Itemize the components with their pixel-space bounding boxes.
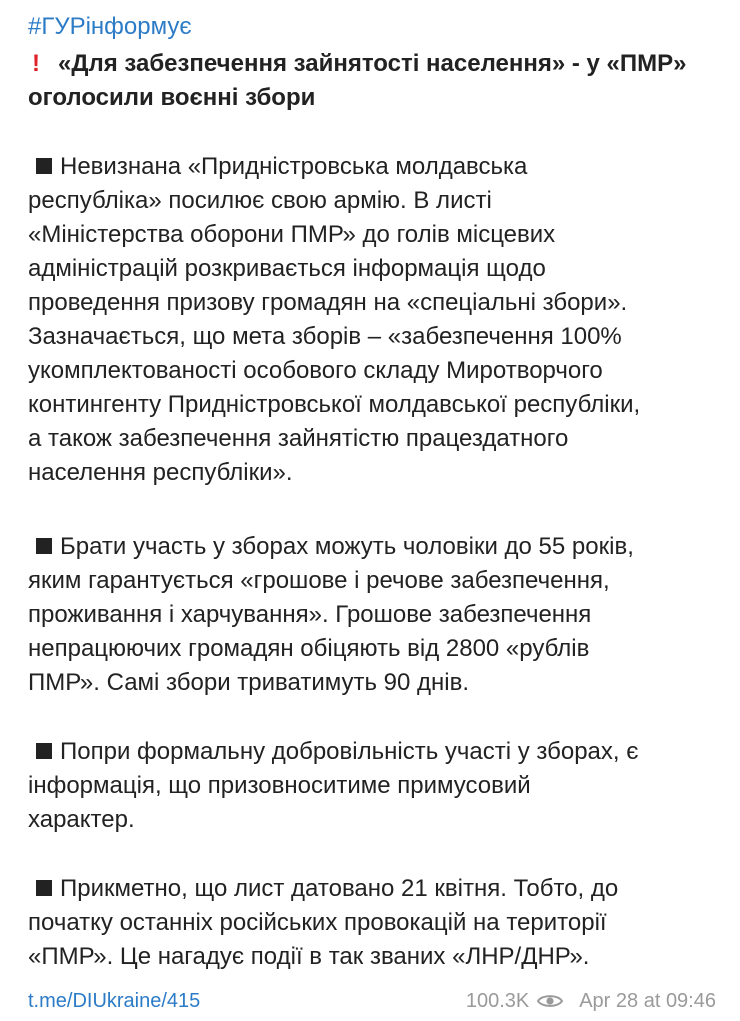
paragraph-line: населення республіки». [28,459,293,486]
eye-icon [537,993,563,1009]
paragraph-line: «Міністерства оборони ПМР» до голів місцевих [28,221,556,248]
paragraph-line: Прикметно, що лист датовано 21 квітня. Тобто, до [60,875,619,902]
paragraph-line: яким гарантується «грошове і речове забезпечення, [28,567,610,594]
paragraph-line: контингенту Придністровської молдавської республіки, [28,391,641,418]
message-meta [466,985,716,1017]
paragraph-line: «ПМР». Це нагадує події в так званих «ЛНР/ДНР». [28,943,590,970]
paragraph-line: республіка» посилює свою армію. В листі [28,187,492,214]
paragraph-line: інформація, що призовноситиме примусовий [28,772,531,799]
black-square-icon [36,743,52,759]
hashtag-link[interactable]: #ГУРінформує [28,13,192,40]
paragraph-line: проведення призову громадян на «спеціальні збори». [28,289,628,316]
paragraph-line: ПМР». Самі збори триватимуть 90 днів. [28,669,470,696]
paragraph-line: Зазначається, що мета зборів – «забезпечення 100% [28,323,622,350]
paragraph-line: укомплектованості особового складу Миротворчого [28,357,603,384]
paragraph-4 [28,872,728,974]
paragraph-2 [28,530,728,700]
paragraph-line: Брати участь у зборах можуть чоловіки до 55 років, [60,533,634,560]
paragraph-line: проживання і харчування». Грошове забезпечення [28,601,592,628]
paragraph-line: адміністрацій розкривається інформація щодо [28,255,546,282]
view-count: 100.3K [465,990,530,1012]
paragraph-line: а також забезпечення зайнятістю працездатного [28,425,569,452]
black-square-icon [36,880,52,896]
paragraph-line: непрацюючих громадян обіцяють від 2800 «рублів [28,635,590,662]
message-footer [0,985,740,1017]
black-square-icon [36,158,52,174]
post-link[interactable]: t.me/DIUkraine/415 [28,990,201,1012]
paragraph-line: Попри формальну добровільність участі у зборах, є [60,738,639,765]
post-date: Apr 28 at 09:46 [579,990,716,1012]
post-headline [28,47,718,115]
paragraph-line: Невизнана «Придністровська молдавська [60,153,528,180]
black-square-icon [36,538,52,554]
paragraph-line: характер. [28,806,135,833]
exclamation-icon: ! [32,50,40,77]
paragraph-1 [28,150,728,490]
headline-text: «Для забезпечення зайнятості населення» - у «ПМР» оголосили воєнні збори [28,50,687,111]
paragraph-3 [28,735,728,837]
paragraph-line: початку останніх російських провокацій на території [28,909,607,936]
